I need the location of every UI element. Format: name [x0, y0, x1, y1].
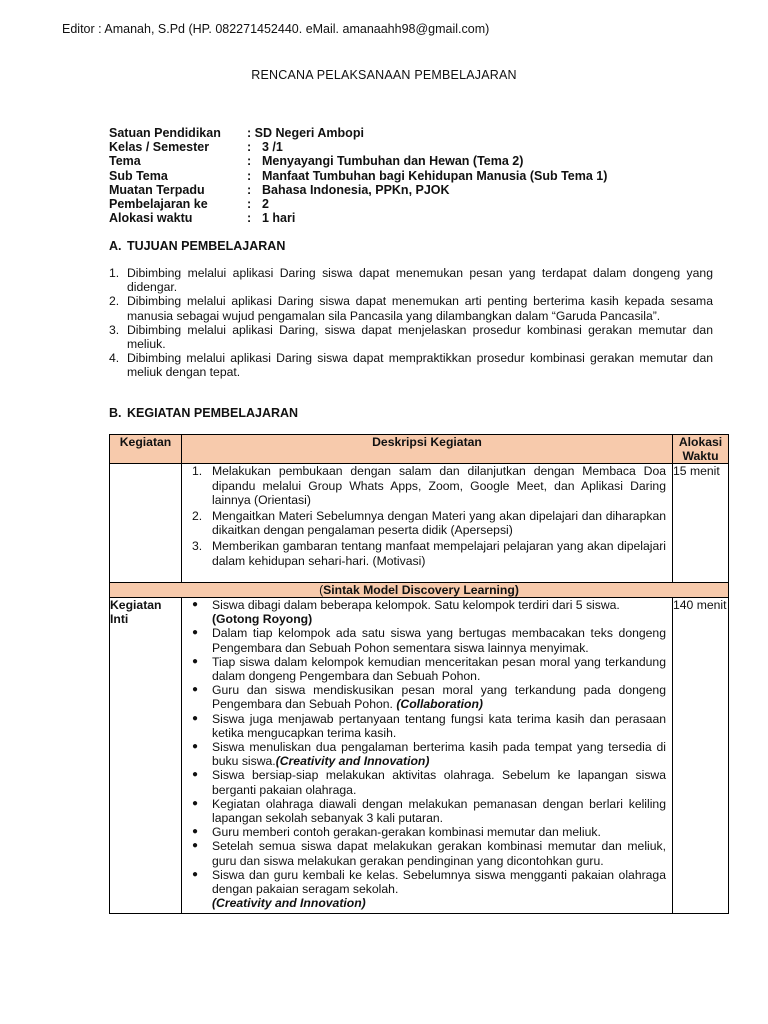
identity-label: Alokasi waktu — [109, 211, 193, 226]
list-item: 4. Dibimbing melalui aplikasi Daring siswa dapat mempraktikkan prosedur kombinasi gerakan memutar dan meliuk dengan tepat. — [109, 351, 713, 380]
cell-kegiatan-pendahuluan — [110, 464, 182, 582]
header-kegiatan: Kegiatan — [110, 435, 182, 464]
identity-row — [109, 197, 607, 211]
table-row — [110, 464, 729, 582]
cell-kegiatan-inti: Kegiatan Inti — [110, 598, 182, 913]
section-letter: A. — [109, 239, 122, 253]
list-item: 3. Memberikan gambaran tentang manfaat mempelajari pelajaran yang akan dipelajari dalam kehidupan sehari-hari. (Motivasi) — [192, 539, 666, 568]
list-item: ● Siswa dibagi dalam beberapa kelompok. Satu kelompok terdiri dari 5 siswa. (Gotong Royong) — [192, 598, 620, 627]
list-item: ● Siswa juga menjawab pertanyaan tentang fungsi kata terima kasih dan perasaan ketika mengucapkan terima kasih. — [192, 711, 666, 740]
goals-list — [109, 266, 713, 380]
list-item: ● Siswa bersiap-siap melakukan aktivitas olahraga. Sebelum ke lapangan siswa berganti pakaian olahraga. — [192, 768, 666, 797]
identity-value: 2 — [262, 197, 269, 212]
identity-colon: : — [247, 211, 252, 226]
identity-row — [109, 169, 607, 183]
identity-label: Pembelajaran ke — [109, 197, 208, 212]
identity-row — [109, 154, 607, 168]
list-item: ● Setelah semua siswa dapat melakukan gerakan kombinasi memutar dan meliuk, guru dan siswa melakukan gerakan pendinginan yang dicontohkan guru. — [192, 839, 666, 868]
identity-colon: : — [247, 182, 252, 197]
identity-colon: : — [247, 140, 252, 155]
list-item: ● Guru memberi contoh gerakan-gerakan kombinasi memutar dan meliuk. — [192, 825, 601, 840]
identity-value: Bahasa Indonesia, PPKn, PJOK — [262, 182, 450, 197]
header-alokasi: Alokasi Waktu — [673, 435, 729, 464]
identity-colon: : — [247, 154, 252, 169]
activity-table — [109, 434, 729, 914]
identity-row — [109, 183, 607, 197]
list-item: ● Siswa dan guru kembali ke kelas. Sebelumnya siswa mengganti pakaian olahraga dengan pakaian seragam sekolah. (Creativity and Innovation) — [192, 867, 666, 911]
list-item: 1. Dibimbing melalui aplikasi Daring siswa dapat menemukan pesan yang terdapat dalam dongeng yang didengar. — [109, 266, 713, 295]
identity-value: Menyayangi Tumbuhan dan Hewan (Tema 2) — [262, 154, 524, 169]
cell-alokasi-inti: 140 menit — [673, 598, 729, 913]
list-item: ● Kegiatan olahraga diawali dengan melakukan pemanasan dengan berlari keliling lapangan sekolah sebanyak 3 kali putaran. — [192, 796, 666, 826]
identity-value: : SD Negeri Ambopi — [247, 126, 364, 140]
identity-row — [109, 211, 607, 225]
identity-colon: : — [247, 168, 252, 183]
table-row — [110, 598, 729, 913]
identity-label: Satuan Pendidikan — [109, 126, 221, 140]
cell-deskripsi-inti — [182, 598, 673, 913]
identity-row — [109, 126, 607, 140]
header-deskripsi: Deskripsi Kegiatan — [182, 435, 673, 464]
cell-alokasi-pendahuluan: 15 menit — [673, 464, 729, 582]
identity-label: Sub Tema — [109, 168, 168, 183]
document-title: RENCANA PELAKSANAAN PEMBELAJARAN — [251, 68, 517, 82]
list-item: 2. Dibimbing melalui aplikasi Daring siswa dapat menemukan arti penting berterima kasih kepada sesama manusia sebagai wujud pengamalan sila Pancasila yang dilambangkan dalam “Garuda Pancasila”. — [109, 294, 713, 323]
identity-value: 1 hari — [262, 211, 296, 226]
identity-colon: : — [247, 197, 252, 212]
list-item: ● Tiap siswa dalam kelompok kemudian menceritakan pesan moral yang terkandung dalam dongeng Pengembara dan Sebuah Pohon. — [192, 654, 666, 684]
table-header-row — [110, 435, 729, 464]
identity-value: Manfaat Tumbuhan bagi Kehidupan Manusia (Sub Tema 1) — [262, 168, 608, 183]
list-item: 2. Mengaitkan Materi Sebelumnya dengan Materi yang akan dipelajari dan diharapkan dikaitkan dengan pengalaman peserta didik (Apersepsi) — [192, 509, 666, 538]
section-letter: B. — [109, 406, 122, 420]
list-item: ● Dalam tiap kelompok ada satu siswa yang bertugas membacakan teks dongeng Pengembara dan Sebuah Pohon sementara siswa lainnya menyimak. — [192, 626, 666, 655]
list-item: ● Guru dan siswa mendiskusikan pesan moral yang terkandung pada dongeng Pengembara dan Sebuah Pohon. (Collaboration) — [192, 683, 666, 712]
identity-label: Tema — [109, 154, 141, 169]
identity-block — [109, 126, 607, 225]
identity-label: Muatan Terpadu — [109, 182, 205, 197]
list-item: 1. Melakukan pembukaan dengan salam dan dilanjutkan dengan Membaca Doa dipandu melalui Group Whats Apps, Zoom, Google Meet, dan Aplikasi Daring lainnya (Orientasi) — [192, 464, 666, 507]
section-heading-b — [109, 406, 298, 420]
sintak-row — [110, 582, 729, 597]
identity-label: Kelas / Semester — [109, 140, 210, 155]
cell-deskripsi-pendahuluan — [182, 464, 673, 582]
section-title: TUJUAN PEMBELAJARAN — [127, 239, 286, 253]
identity-value: 3 /1 — [262, 140, 283, 155]
sintak-label: (Sintak Model Discovery Learning) — [110, 582, 729, 597]
list-item: 3. Dibimbing melalui aplikasi Daring, siswa dapat menjelaskan prosedur kombinasi gerakan memutar dan meliuk. — [109, 322, 713, 352]
list-item: ● Siswa menuliskan dua pengalaman berterima kasih pada tempat yang tersedia di buku siswa.(Creativity and Innovation) — [192, 740, 666, 769]
identity-row — [109, 140, 607, 154]
section-title: KEGIATAN PEMBELAJARAN — [127, 406, 299, 420]
section-heading-a — [109, 239, 285, 253]
editor-line: Editor : Amanah, S.Pd (HP. 082271452440. eMail. amanaahh98@gmail.com) — [62, 22, 490, 36]
